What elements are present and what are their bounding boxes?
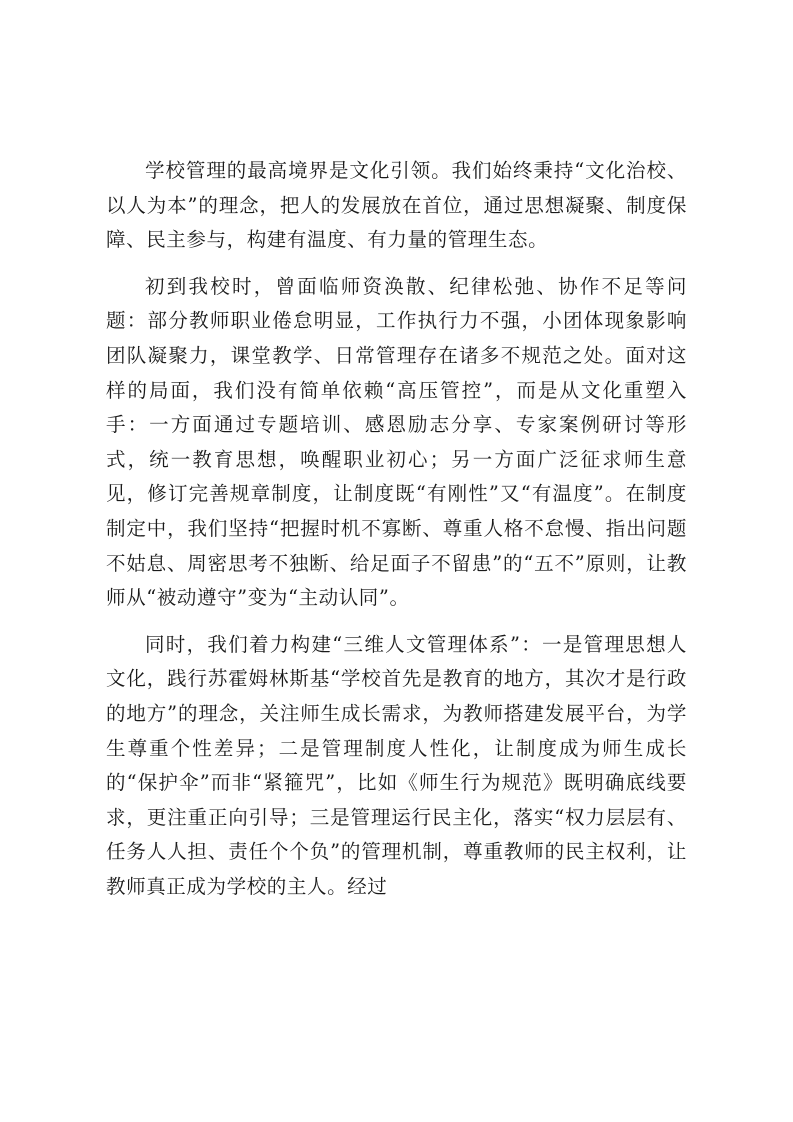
paragraph-culture-leadership: 学校管理的最高境界是文化引领。我们始终秉持“文化治校、以人为本”的理念，把人的发展放在首位，通过思想凝聚、制度保障、民主参与，构建有温度、有力量的管理生态。 [106,159,687,252]
paragraph-initial-challenges: 初到我校时，曾面临师资涣散、纪律松弛、协作不足等问题：部分教师职业倦怠明显，工作执行力不强，小团体现象影响团队凝聚力，课堂教学、日常管理存在诸多不规范之处。面对这样的局面，我们没有简单依赖“高压管控”，而是从文化重塑入手：一方面通过专题培训、感恩励志分享、专家案例研讨等形式，统一教育思想，唤醒职业初心；另一方面广泛征求师生意见，修订完善规章制度，让制度既“有刚性”又“有温度”。在制度制定中，我们坚持“把握时机不寡断、尊重人格不怠慢、指出问题不姑息、周密思考不独断、给足面子不留患”的“五不”原则，让教师从“被动遵守”变为“主动认同”。 [106,274,687,610]
document-body [106,154,687,916]
paragraph-three-dimensional-system: 同时，我们着力构建“三维人文管理体系”：一是管理思想人文化，践行苏霍姆林斯基“学校首先是教育的地方，其次才是行政的地方”的理念，关注师生成长需求，为教师搭建发展平台，为学生尊重个性差异；二是管理制度人性化，让制度成为师生成长的“保护伞”而非“紧箍咒”，比如《师生行为规范》既明确底线要求，更注重正向引导；三是管理运行民主化，落实“权力层层有、任务人人担、责任个个负”的管理机制，尊重教师的民主权利，让教师真正成为学校的主人。经过 [106,632,687,898]
